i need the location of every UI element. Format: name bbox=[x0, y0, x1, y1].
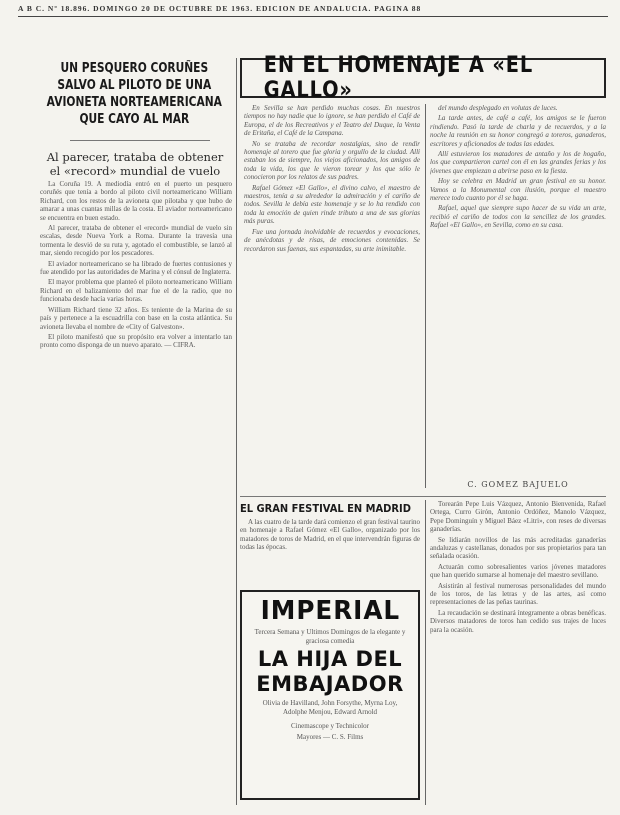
festival-paragraph: Torearán Pepe Luis Vázquez, Antonio Bienvenida, Rafael Ortega, Curro Girón, Antonio Ordóñez, Manolo Vázquez, Pepe Dominguín y Miguel Báez «Litri», con reses de diversas ganaderías. bbox=[430, 500, 606, 534]
header-rule bbox=[18, 16, 608, 17]
main-paragraph: Fue una jornada inolvidable de recuerdos y evocaciones, de anécdotas y de risas, de emociones contenidas. Se recordaron sus faenas, sus espantadas, su arte inimitable. bbox=[244, 227, 420, 253]
left-paragraph: El piloto manifestó que su propósito era volver a intentarlo tan pronto como disponga de un nuevo aparato. — CIFRA. bbox=[40, 332, 232, 350]
section-rule bbox=[240, 496, 606, 497]
main-article-title-box bbox=[240, 53, 606, 103]
left-paragraph: La Coruña 19. A mediodía entró en el puerto un pesquero coruñés que tenía a bordo al piloto civil norteamericano William Richard, con los restos de la avioneta que pilotaba y que hubo de amarar a unas cuantas millas de la costa. El aviador norteamericano se encuentra en buen estado. bbox=[40, 180, 232, 222]
ad-film-title: LA HIJA DEL EMBAJADOR bbox=[256, 647, 404, 697]
ad-blurb: Tercera Semana y Ultimos Domingos de la elegante y graciosa comedia bbox=[254, 628, 406, 645]
main-article-title: EN EL HOMENAJE A «EL GALLO» bbox=[263, 53, 534, 103]
festival-paragraph: Asistirán al festival numerosas personalidades del mundo de los toros, de las letras y de las artes, así como representaciones de las peñas taurinas. bbox=[430, 581, 606, 607]
left-article-body bbox=[40, 180, 232, 805]
left-article-subhead: Al parecer, trataba de obtener el «record» mundial de vuelo bbox=[46, 150, 224, 178]
left-paragraph: El aviador norteamericano se ha librado de fuertes contusiones y fue atendido por las autoridades de Marina y el cónsul de Inglaterra. bbox=[40, 259, 232, 277]
left-article-headline: UN PESQUERO CORUÑES SALVO AL PILOTO DE UNA AVIONETA NORTEAMERICANA QUE CAYO AL MAR bbox=[46, 61, 222, 127]
main-paragraph: Rafael, aquel que siempre supo hacer de su vida un arte, recibió el cariño de todos con la sencillez de los grandes. Rafael «El Gallo», en Sevilla, como en su casa. bbox=[430, 204, 606, 230]
page-header: A B C. Nº 18.896. DOMINGO 20 DE OCTUBRE DE 1963. EDICION DE ANDALUCIA. PAGINA 88 bbox=[18, 4, 422, 13]
main-paragraph: Rafael Gómez «El Gallo», el divino calvo, el maestro de maestros, tenía a su alrededor la admiración y el cariño de todos. Sevilla le debía este homenaje y se lo ha rendido con toda la emoción de quien rinde tributo a una de sus glorias más puras. bbox=[244, 183, 420, 226]
festival-paragraph: La recaudación se destinará íntegramente a obras benéficas. Diversos matadores de toros han cedido sus trajes de luces para la ocasión. bbox=[430, 608, 606, 634]
festival-col2 bbox=[430, 500, 606, 805]
left-paragraph: William Richard tiene 32 años. Es teniente de la Marina de su país y pertenece a la escuadrilla con base en la costa atlántica. Su avioneta llevaba el nombre de «City of Galveston». bbox=[40, 305, 232, 331]
main-paragraph: del mundo desplegado en volutas de luces. bbox=[438, 104, 558, 112]
ad-cast: Olivia de Havilland, John Forsythe, Myrna Loy, Adolphe Menjou, Edward Arnold bbox=[262, 699, 398, 716]
column-divider bbox=[236, 58, 237, 805]
main-article-col2 bbox=[430, 104, 606, 474]
festival-col1 bbox=[240, 518, 420, 584]
main-article-col1 bbox=[244, 104, 420, 490]
festival-title: EL GRAN FESTIVAL EN MADRID bbox=[240, 502, 411, 515]
ad-venue: IMPERIAL bbox=[260, 596, 400, 626]
column-divider bbox=[425, 104, 426, 488]
cinema-advertisement bbox=[240, 590, 420, 800]
festival-paragraph: A las cuatro de la tarde dará comienzo el gran festival taurino en homenaje a Rafael Gómez «El Gallo», organizado por los matadores de toros de Madrid, en el que intervendrán figuras de todas las épocas. bbox=[240, 518, 420, 552]
festival-paragraph: Se lidiarán novillos de las más acreditadas ganaderías andaluzas y castellanas, donados por sus propietarios para tan señalada ocasión. bbox=[430, 535, 606, 561]
column-divider bbox=[425, 500, 426, 805]
main-paragraph: Hoy se celebra en Madrid un gran festival en su honor. Vamos a la Monumental con ilusión, porque el maestro merece todo cuanto por él se haga. bbox=[430, 177, 606, 203]
main-paragraph: La tarde antes, de café a café, los amigos se le fueron rindiendo. Pasó la tarde de charla y de recuerdos, y a la noche la reunión en su honor congregó a toreros, ganaderos, escritores y aficionados de todas las edades. bbox=[430, 114, 606, 148]
ad-format: Cinemascope y Technicolor bbox=[291, 722, 369, 731]
headline-rule bbox=[70, 140, 210, 141]
ad-rating: Mayores — C. S. Films bbox=[296, 732, 364, 741]
main-paragraph: No se trataba de recordar nostalgias, sino de rendir homenaje al torero que fue gloria y orgullo de la ciudad. Allí estaban los de siempre, los viejos aficionados, los amigos de toda la vida, los que le vieron torear y los que sólo le conocieron por los relatos de sus padres. bbox=[244, 139, 420, 182]
main-paragraph: Allí estuvieron los matadores de antaño y los de hogaño, los que compartieron cartel con él en las grandes ferias y los jóvenes que empiezan a abrirse paso en la fiesta. bbox=[430, 150, 606, 175]
festival-paragraph: Actuarán como sobresalientes varios jóvenes matadores que han querido sumarse al homenaje del maestro sevillano. bbox=[430, 562, 606, 580]
left-paragraph: El mayor problema que planteó el piloto norteamericano William Richard en el balizamiento del mar fue el de la radio, que no funcionaba desde hacía varias horas. bbox=[40, 278, 232, 304]
article-signature: C. GOMEZ BAJUELO bbox=[467, 480, 569, 489]
left-paragraph: Al parecer, trataba de obtener el «record» mundial de vuelo sin escalas, desde Nueva York a Roma. Durante la travesía una tormenta le desvió de su ruta y, agotado el combustible, se lanzó al mar, siendo recogido por los pescadores. bbox=[40, 224, 232, 258]
main-paragraph: En Sevilla se han perdido muchas cosas. En nuestros tiempos no hay nadie que lo ignore, se han perdido el Café de Europa, el de los Recreativos y el Teatro del Duque, la Venta de Eritaña, el Café de la Campana. bbox=[244, 104, 420, 138]
